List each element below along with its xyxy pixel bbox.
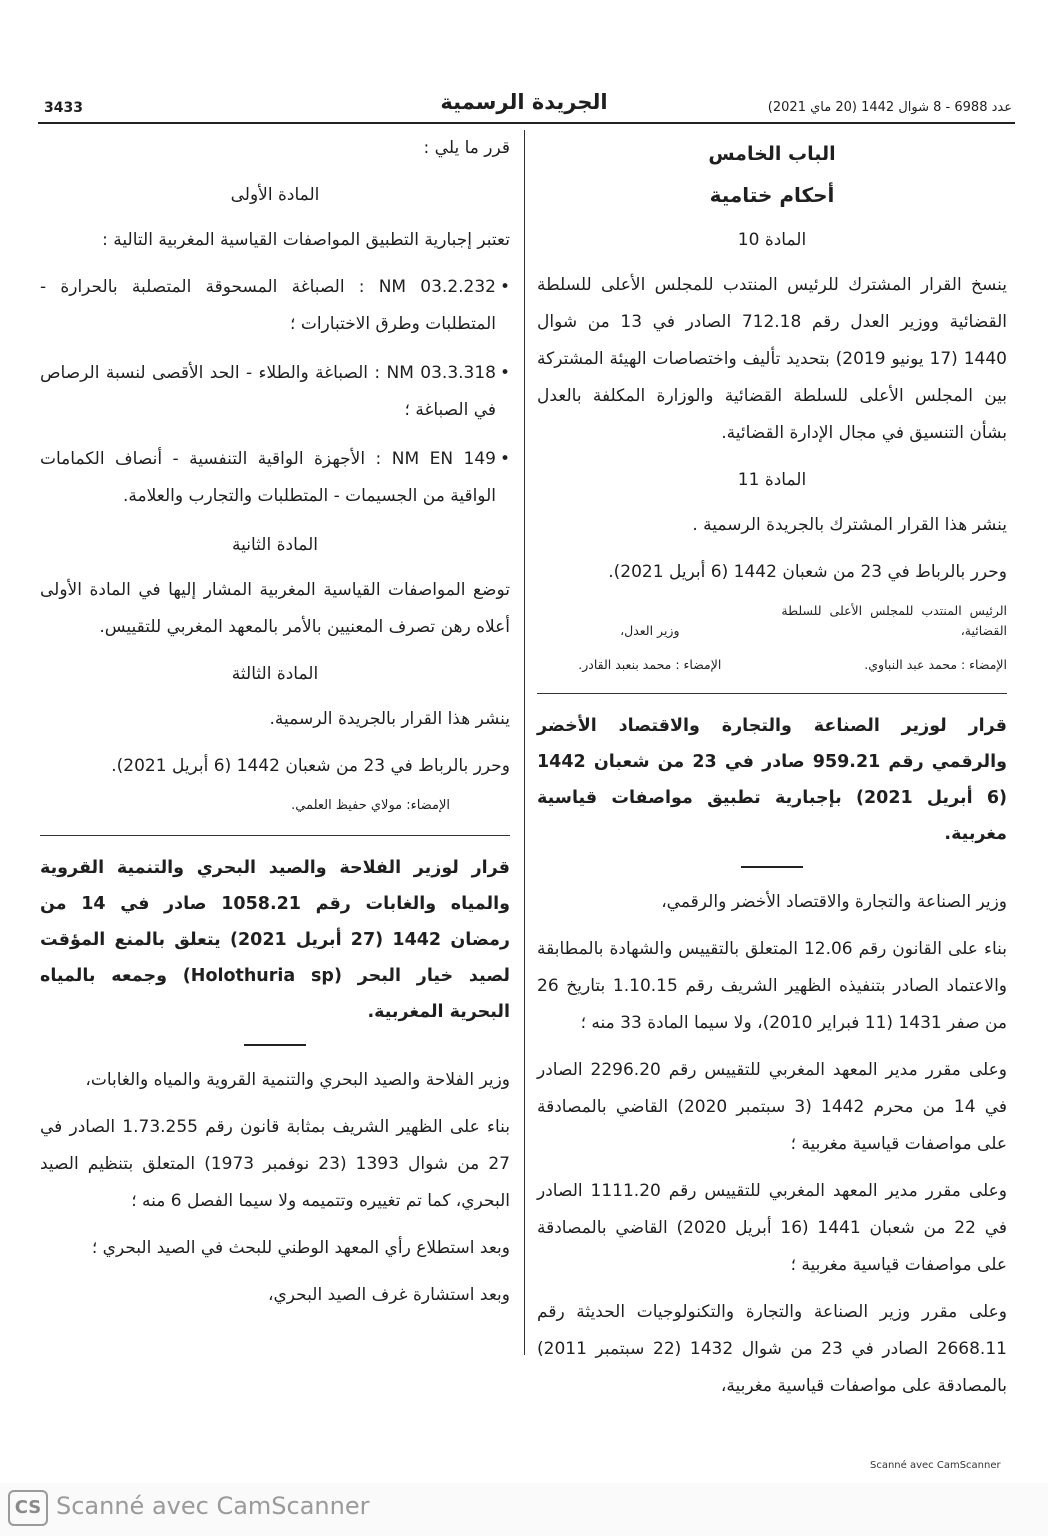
left-column: [40, 130, 510, 1324]
article-1-label: المادة الأولى: [230, 185, 320, 205]
title-rule: [244, 1044, 306, 1046]
camscanner-watermark: Scanné avec CamScanner: [56, 1492, 370, 1520]
recital-3: وعلى مقرر مدير المعهد المغربي للتقييس رقم 1111.20 الصادر في 22 من شعبان 1441 (16 أبريل 2020) القاضي بالمصادقة على مواصفات قياسية مغربية ؛: [537, 1181, 1008, 1275]
gazette-title: الجريدة الرسمية: [440, 90, 608, 114]
article-11-label: المادة 11: [737, 470, 807, 490]
minister-2-line: وزير الفلاحة والصيد البحري والتنمية القروية والمياه والغابات،: [85, 1070, 510, 1090]
signature-right-title: الرئيس المنتدب للمجلس الأعلى للسلطة القضائية،: [781, 603, 1007, 638]
standard-item: • NM 03.2.232 : الصباغة المسحوقة المتصلبة بالحرارة - المتطلبات وطرق الاختبارات ؛: [40, 269, 510, 343]
recital-q3: وبعد استشارة غرف الصيد البحري،: [267, 1285, 510, 1305]
article-3-text: ينشر هذا القرار بالجريدة الرسمية.: [269, 709, 510, 729]
signature: الإمضاء: مولاي حفيظ العلمي.: [291, 798, 450, 813]
signature-left-title: وزير العدل،: [620, 623, 680, 638]
decided-line: قرر ما يلي :: [423, 138, 510, 158]
done-at: وحرر بالرباط في 23 من شعبان 1442 (6 أبريل 2021).: [111, 756, 510, 776]
section-divider: [40, 835, 510, 836]
header-divider: [38, 122, 1015, 124]
decree-2-title: قرار لوزير الفلاحة والصيد البحري والتنمية القروية والمياه والغابات رقم 1058.21 صادر في 14 من رمضان 1442 (27 أبريل 2021) يتعلق بالمنع المؤقت لصيد خيار البحر (Holothuria sp) وجمعه بالمياه البحرية المغربية.: [40, 858, 511, 1022]
scanner-note: Scanné avec CamScanner: [870, 1460, 1001, 1471]
article-2-label: المادة الثانية: [232, 535, 318, 555]
bullet-icon: •: [499, 277, 510, 297]
bullet-icon: •: [499, 449, 510, 469]
signature-right: [781, 601, 1007, 675]
signature-right-name: الإمضاء : محمد عبد النباوي.: [864, 657, 1007, 672]
section-heading: أحكام ختامية: [709, 183, 835, 207]
standard-item: • NM EN 149 : الأجهزة الواقية التنفسية - أنصاف الكمامات الواقية من الجسيمات - المتطلبات والتجارب والعلامة.: [40, 441, 510, 515]
chapter-heading: الباب الخامس: [708, 143, 836, 165]
article-11-text: ينشر هذا القرار المشترك بالجريدة الرسمية .: [692, 515, 1007, 535]
article-10-label: المادة 10: [737, 230, 807, 250]
section-divider: [537, 693, 1007, 694]
recital-2: وعلى مقرر مدير المعهد المغربي للتقييس رقم 2296.20 الصادر في 14 من محرم 1442 (3 سبتمبر 2020) القاضي بالمصادقة على مواصفات قياسية مغربية ؛: [537, 1060, 1008, 1154]
recital-4: وعلى مقرر وزير الصناعة والتجارة والتكنولوجيات الحديثة رقم 2668.11 الصادر في 23 من شوال 1432 (22 سبتمبر 2011) بالمصادقة على مواصفات قياسية مغربية،: [537, 1302, 1007, 1396]
article-10-text: ينسخ القرار المشترك للرئيس المنتدب للمجلس الأعلى للسلطة القضائية ووزير العدل رقم 712.18 الصادر في 13 من شوال 1440 (17 يونيو 2019) بتحديد تأليف واختصاصات الهيئة المشتركة بين المجلس الأعلى للسلطة القضائية والوزارة المكلفة بالعدل بشأن التنسيق في مجال الإدارة القضائية.: [537, 275, 1007, 443]
page-number: 3433: [44, 100, 83, 116]
signatures: [537, 601, 1007, 675]
done-at: وحرر بالرباط في 23 من شعبان 1442 (6 أبريل 2021).: [608, 562, 1007, 582]
recital-1: بناء على القانون رقم 12.06 المتعلق بالتقييس والشهادة بالمطابقة والاعتماد الصادر بتنفيذه الظهير الشريف رقم 1.10.15 بتاريخ 26 من صفر 1431 (11 فبراير 2010)، ولا سيما المادة 33 منه ؛: [537, 939, 1008, 1033]
column-divider: [524, 130, 525, 1355]
article-2-text: توضع المواصفات القياسية المغربية المشار إليها في المادة الأولى أعلاه رهن تصرف المعنيين بالأمر بالمعهد المغربي للتقييس.: [40, 580, 510, 637]
decree-title: قرار لوزير الصناعة والتجارة والاقتصاد الأخضر والرقمي رقم 959.21 صادر في 23 من شعبان 1442 (6 أبريل 2021) بإجبارية تطبيق مواصفات قياسية مغربية.: [537, 716, 1007, 844]
signature-left-name: الإمضاء : محمد بنعبد القادر.: [578, 657, 722, 672]
minister-line: وزير الصناعة والتجارة والاقتصاد الأخضر والرقمي،: [661, 892, 1007, 912]
title-rule: [741, 866, 803, 868]
bullet-icon: •: [499, 363, 510, 383]
signature-left: [537, 601, 763, 675]
standard-item: • NM 03.3.318 : الصباغة والطلاء - الحد الأقصى لنسبة الرصاص في الصباغة ؛: [40, 355, 510, 429]
recital-q1: بناء على الظهير الشريف بمثابة قانون رقم 1.73.255 الصادر في 27 من شوال 1393 (23 نوفمبر 1973) المتعلق بتنظيم الصيد البحري، كما تم تغييره وتتميمه ولا سيما الفصل 6 منه ؛: [40, 1117, 510, 1211]
article-3-label: المادة الثالثة: [231, 664, 319, 684]
article-1-intro: تعتبر إجبارية التطبيق المواصفات القياسية المغربية التالية :: [102, 230, 510, 250]
right-column: [537, 130, 1007, 1415]
recital-q2: وبعد استطلاع رأي المعهد الوطني للبحث في الصيد البحري ؛: [91, 1238, 510, 1258]
camscanner-logo-icon: CS: [8, 1490, 48, 1526]
issue-info: عدد 6988 - 8 شوال 1442 (20 ماي 2021): [767, 100, 1012, 115]
